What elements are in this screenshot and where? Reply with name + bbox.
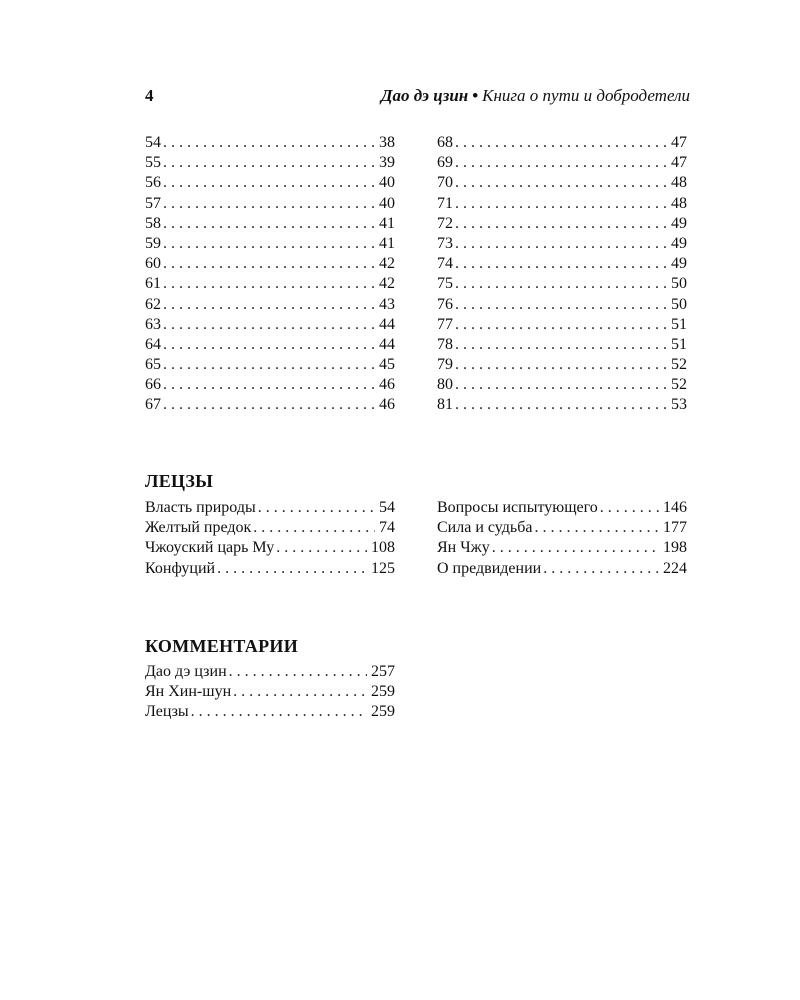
toc-entry	[145, 498, 395, 518]
toc-entry	[145, 153, 395, 173]
toc-entry-label: 76	[437, 295, 453, 313]
toc-entry-label: 61	[145, 275, 161, 293]
toc-entry-label: 81	[437, 396, 453, 414]
toc-entry-label: 59	[145, 234, 161, 252]
toc-entry-page: 41	[379, 234, 395, 252]
toc-entry-page: 50	[671, 275, 687, 293]
lietzu-left-column	[145, 498, 395, 579]
toc-entry-label: 60	[145, 255, 161, 273]
dot-leader	[455, 254, 667, 274]
toc-entry-page: 41	[379, 214, 395, 232]
toc-entry-label: Сила и судьба	[437, 519, 533, 537]
toc-entry	[437, 315, 687, 335]
toc-entry-label: 70	[437, 174, 453, 192]
toc-entry-label: 78	[437, 335, 453, 353]
toc-entry-label: Дао дэ цзин	[145, 663, 227, 680]
toc-entry	[437, 153, 687, 173]
toc-entry-page: 49	[671, 255, 687, 273]
toc-entry-page: 52	[671, 376, 687, 394]
toc-entry	[145, 538, 395, 558]
dot-leader	[253, 518, 375, 538]
toc-entry-page: 46	[379, 396, 395, 414]
toc-entry-page: 51	[671, 335, 687, 353]
dot-leader	[163, 395, 375, 415]
dot-leader	[163, 274, 375, 294]
dot-leader	[191, 702, 367, 722]
commentary-column	[145, 662, 395, 723]
dot-leader	[455, 375, 667, 395]
dot-leader	[455, 315, 667, 335]
dot-leader	[492, 538, 659, 558]
toc-entry-page: 42	[379, 255, 395, 273]
toc-entry-label: 57	[145, 194, 161, 212]
toc-entry-page: 48	[671, 174, 687, 192]
dot-leader	[455, 335, 667, 355]
toc-entry-label: 63	[145, 315, 161, 333]
dot-leader	[455, 173, 667, 193]
toc-entry-page: 48	[671, 194, 687, 212]
toc-entry-label: 67	[145, 396, 161, 414]
toc-entry-label: Желтый предок	[145, 519, 252, 537]
toc-entry-label: 69	[437, 154, 453, 172]
toc-entry	[145, 559, 395, 579]
toc-entry	[145, 274, 395, 294]
toc-entry	[145, 173, 395, 193]
toc-entry	[437, 214, 687, 234]
toc-entry-page: 74	[379, 519, 395, 537]
toc-entry-label: Власть природы	[145, 499, 256, 516]
toc-entry	[437, 538, 687, 558]
dot-leader	[455, 274, 667, 294]
toc-entry-label: 77	[437, 315, 453, 333]
dot-leader	[455, 355, 667, 375]
toc-entry-page: 39	[379, 154, 395, 172]
toc-entry-label: 62	[145, 295, 161, 313]
toc-entry-label: Лецзы	[145, 703, 189, 721]
dot-leader	[163, 133, 375, 153]
dot-leader	[455, 194, 667, 214]
toc-entry	[437, 234, 687, 254]
toc-entry-page: 146	[663, 499, 687, 516]
dot-leader	[163, 375, 375, 395]
dot-leader	[163, 355, 375, 375]
dot-leader	[163, 173, 375, 193]
toc-entry-page: 46	[379, 376, 395, 394]
toc-entry-label: 73	[437, 234, 453, 252]
toc-entry-page: 40	[379, 194, 395, 212]
toc-entry	[145, 702, 395, 722]
toc-entry-label: Ян Чжу	[437, 539, 490, 557]
toc-entry-label: 71	[437, 194, 453, 212]
toc-entry-label: 55	[145, 154, 161, 172]
dot-leader	[543, 559, 659, 579]
toc-entry-page: 177	[663, 519, 687, 537]
dot-leader	[163, 254, 375, 274]
toc-entry-label: Конфуций	[145, 559, 216, 577]
dot-leader	[217, 559, 367, 579]
toc-entry	[437, 498, 687, 518]
toc-entry	[437, 395, 687, 415]
dot-leader	[455, 295, 667, 315]
toc-entry-page: 53	[671, 396, 687, 414]
toc-entry-page: 51	[671, 315, 687, 333]
toc-entry-label: 65	[145, 356, 161, 374]
toc-entry	[145, 214, 395, 234]
toc-entry-label: Чжоуский царь Му	[145, 539, 275, 557]
running-head	[381, 86, 690, 106]
dot-leader	[163, 295, 375, 315]
toc-entry-page: 54	[379, 499, 395, 516]
dot-leader	[600, 498, 659, 518]
dot-leader	[455, 153, 667, 173]
toc-entry-label: 75	[437, 275, 453, 293]
toc-entry-page: 44	[379, 315, 395, 333]
toc-entry	[437, 133, 687, 153]
toc-entry-page: 49	[671, 214, 687, 232]
toc-entry-page: 42	[379, 275, 395, 293]
toc-entry-label: 74	[437, 255, 453, 273]
toc-entry-page: 224	[663, 559, 687, 577]
toc-entry-label: 64	[145, 335, 161, 353]
toc-entry-page: 50	[671, 295, 687, 313]
toc-entry-label: Вопросы испытующего	[437, 499, 598, 516]
dot-leader	[233, 682, 367, 702]
dot-leader	[229, 662, 367, 682]
toc-entry-page: 49	[671, 234, 687, 252]
toc-entry-page: 198	[663, 539, 687, 557]
toc-entry-page: 52	[671, 356, 687, 374]
running-head-book-title: Дао дэ цзин	[380, 86, 469, 105]
dot-leader	[455, 133, 667, 153]
toc-entry	[145, 133, 395, 153]
running-head-bullet: •	[472, 86, 479, 105]
toc-entry-label: 56	[145, 174, 161, 192]
dot-leader	[163, 153, 375, 173]
toc-entry	[437, 518, 687, 538]
toc-entry-page: 259	[371, 703, 395, 721]
dot-leader	[455, 214, 667, 234]
toc-entry-label: Ян Хин-шун	[145, 683, 232, 701]
lietzu-right-column	[437, 498, 687, 579]
toc-entry	[437, 335, 687, 355]
toc-entry-page: 47	[671, 134, 687, 151]
toc-entry-label: 72	[437, 214, 453, 232]
dot-leader	[276, 538, 367, 558]
toc-entry-page: 257	[371, 663, 395, 680]
toc-entry	[145, 254, 395, 274]
toc-entry-label: О предвидении	[437, 559, 542, 577]
toc-entry	[437, 295, 687, 315]
toc-entry-page: 44	[379, 335, 395, 353]
toc-entry-page: 47	[671, 154, 687, 172]
dot-leader	[534, 518, 659, 538]
toc-entry	[145, 375, 395, 395]
dot-leader	[163, 194, 375, 214]
toc-entry-label: 58	[145, 214, 161, 232]
toc-entry	[437, 173, 687, 193]
toc-entry-label: 54	[145, 134, 161, 151]
toc-entry-page: 108	[371, 539, 395, 557]
toc-entry	[145, 518, 395, 538]
toc-entry	[437, 274, 687, 294]
toc-entry-label: 68	[437, 134, 453, 151]
toc-entry	[437, 355, 687, 375]
toc-entry-page: 38	[379, 134, 395, 151]
toc-entry	[145, 335, 395, 355]
toc-entry	[145, 395, 395, 415]
toc-entry-page: 40	[379, 174, 395, 192]
dot-leader	[258, 498, 375, 518]
toc-entry-label: 79	[437, 356, 453, 374]
toc-entry-page: 43	[379, 295, 395, 313]
dot-leader	[455, 395, 667, 415]
toc-entry-label: 66	[145, 376, 161, 394]
section-heading-lietzu: ЛЕЦЗЫ	[145, 471, 214, 491]
running-head-subtitle: Книга о пути и добродетели	[482, 86, 690, 105]
dot-leader	[163, 234, 375, 254]
toc-entry	[145, 355, 395, 375]
toc-entry-page: 45	[379, 356, 395, 374]
toc-entry-page: 259	[371, 683, 395, 701]
dot-leader	[163, 214, 375, 234]
section-heading-commentary: КОММЕНТАРИИ	[145, 636, 298, 656]
toc-entry	[145, 682, 395, 702]
dot-leader	[163, 315, 375, 335]
chapters-right-column	[437, 133, 687, 416]
toc-entry	[437, 194, 687, 214]
page-number: 4	[145, 86, 154, 105]
toc-entry	[437, 375, 687, 395]
toc-entry	[437, 254, 687, 274]
toc-entry-page: 125	[371, 559, 395, 577]
toc-entry	[145, 315, 395, 335]
toc-entry	[145, 662, 395, 682]
toc-entry	[145, 194, 395, 214]
toc-entry	[145, 295, 395, 315]
dot-leader	[163, 335, 375, 355]
chapters-left-column	[145, 133, 395, 416]
toc-entry	[145, 234, 395, 254]
toc-entry-label: 80	[437, 376, 453, 394]
toc-entry	[437, 559, 687, 579]
dot-leader	[455, 234, 667, 254]
